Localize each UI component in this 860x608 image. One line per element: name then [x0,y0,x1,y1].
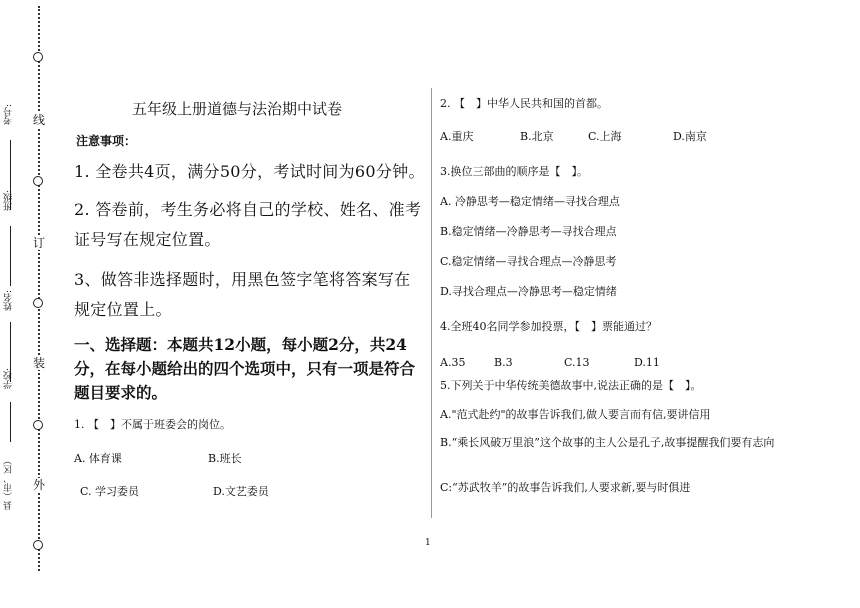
notice-item-3: 3、做答非选择题时，用黑色签字笔将答案写在规定位置上。 [74,270,411,319]
question-2-option-b: B.北京 [520,130,554,143]
question-3-option-d: D.寻找合理点—冷静思考—稳定情绪 [440,285,617,298]
page-number: 1 [425,538,431,548]
notice-label: 注意事项： [76,134,137,148]
question-1-option-a: A. 体育课 [74,452,122,465]
field-label-name: 姓名: [4,290,14,312]
question-4-option-d: D.11 [634,356,660,369]
binding-char-ding: 订 [33,236,46,250]
field-line-school [10,402,11,442]
question-1-stem: 1. 【 】不属于班委会的岗位。 [74,418,231,431]
question-3-option-c: C.稳定情绪—寻找合理点—冷静思考 [440,255,617,268]
binding-hole-marker [33,298,43,308]
question-1-option-c: C. 学习委员 [80,485,140,498]
field-line-class [10,226,11,286]
question-4-option-c: C.13 [564,356,590,369]
question-3-option-a: A. 冷静思考—稳定情绪—寻找合理点 [440,195,620,208]
exam-title: 五年级上册道德与法治期中试卷 [132,100,343,118]
question-5-stem: 5.下列关于中华传统美德故事中,说法正确的是【 】。 [440,379,702,392]
binding-char-wai: 外 [33,478,46,492]
question-2-option-a: A.重庆 [440,130,474,143]
notice-item-2: 2. 答卷前，考生务必将自己的学校、姓名、准考证号写在规定位置。 [74,200,422,249]
question-3-option-b: B.稳定情绪—冷静思考—寻找合理点 [440,225,617,238]
question-5-option-b: B.“乘长风破万里浪”这个故事的主人公是孔子,故事提醒我们要有志向 [440,436,775,449]
binding-hole-marker [33,52,43,62]
question-3-stem: 3.换位三部曲的顺序是【 】。 [440,165,588,178]
section-heading: 一、选择题：本题共12小题，每小题2分，共24分，在每小题给出的四个选项中，只有一项是符合题目要求的。 [74,335,416,402]
binding-char-zhuang: 装 [33,356,46,370]
binding-char-xian: 线 [33,113,46,127]
question-1-option-b: B.班长 [208,452,242,465]
field-label-school: 学校: [4,368,14,390]
field-label-county: 县（市、区） [4,456,14,510]
binding-hole-marker [33,176,43,186]
field-label-class: 班级: [4,190,14,212]
question-1-option-d: D.文艺委员 [213,485,269,498]
notice-item-1: 1. 全卷共4页，满分50分，考试时间为60分钟。 [74,162,425,181]
binding-margin [0,0,60,608]
question-5-option-c: C:“苏武牧羊”的故事告诉我们,人要求新,要与时俱进 [440,481,691,494]
question-2-option-c: C.上海 [588,130,622,143]
question-2-option-d: D.南京 [673,130,707,143]
binding-hole-marker [33,420,43,430]
question-4-stem: 4.全班40名同学参加投票，【 】票能通过？ [440,320,657,333]
question-5-option-a: A."范式赴约"的故事告诉我们,做人要言而有信,要讲信用 [440,408,711,421]
field-label-exam-number: 考号: [4,104,14,126]
question-2-stem: 2. 【 】中华人民共和国的首都。 [440,97,608,110]
binding-hole-marker [33,540,43,550]
question-4-option-a: A.35 [440,356,466,369]
column-divider [431,88,432,518]
question-4-option-b: B.3 [494,356,513,369]
